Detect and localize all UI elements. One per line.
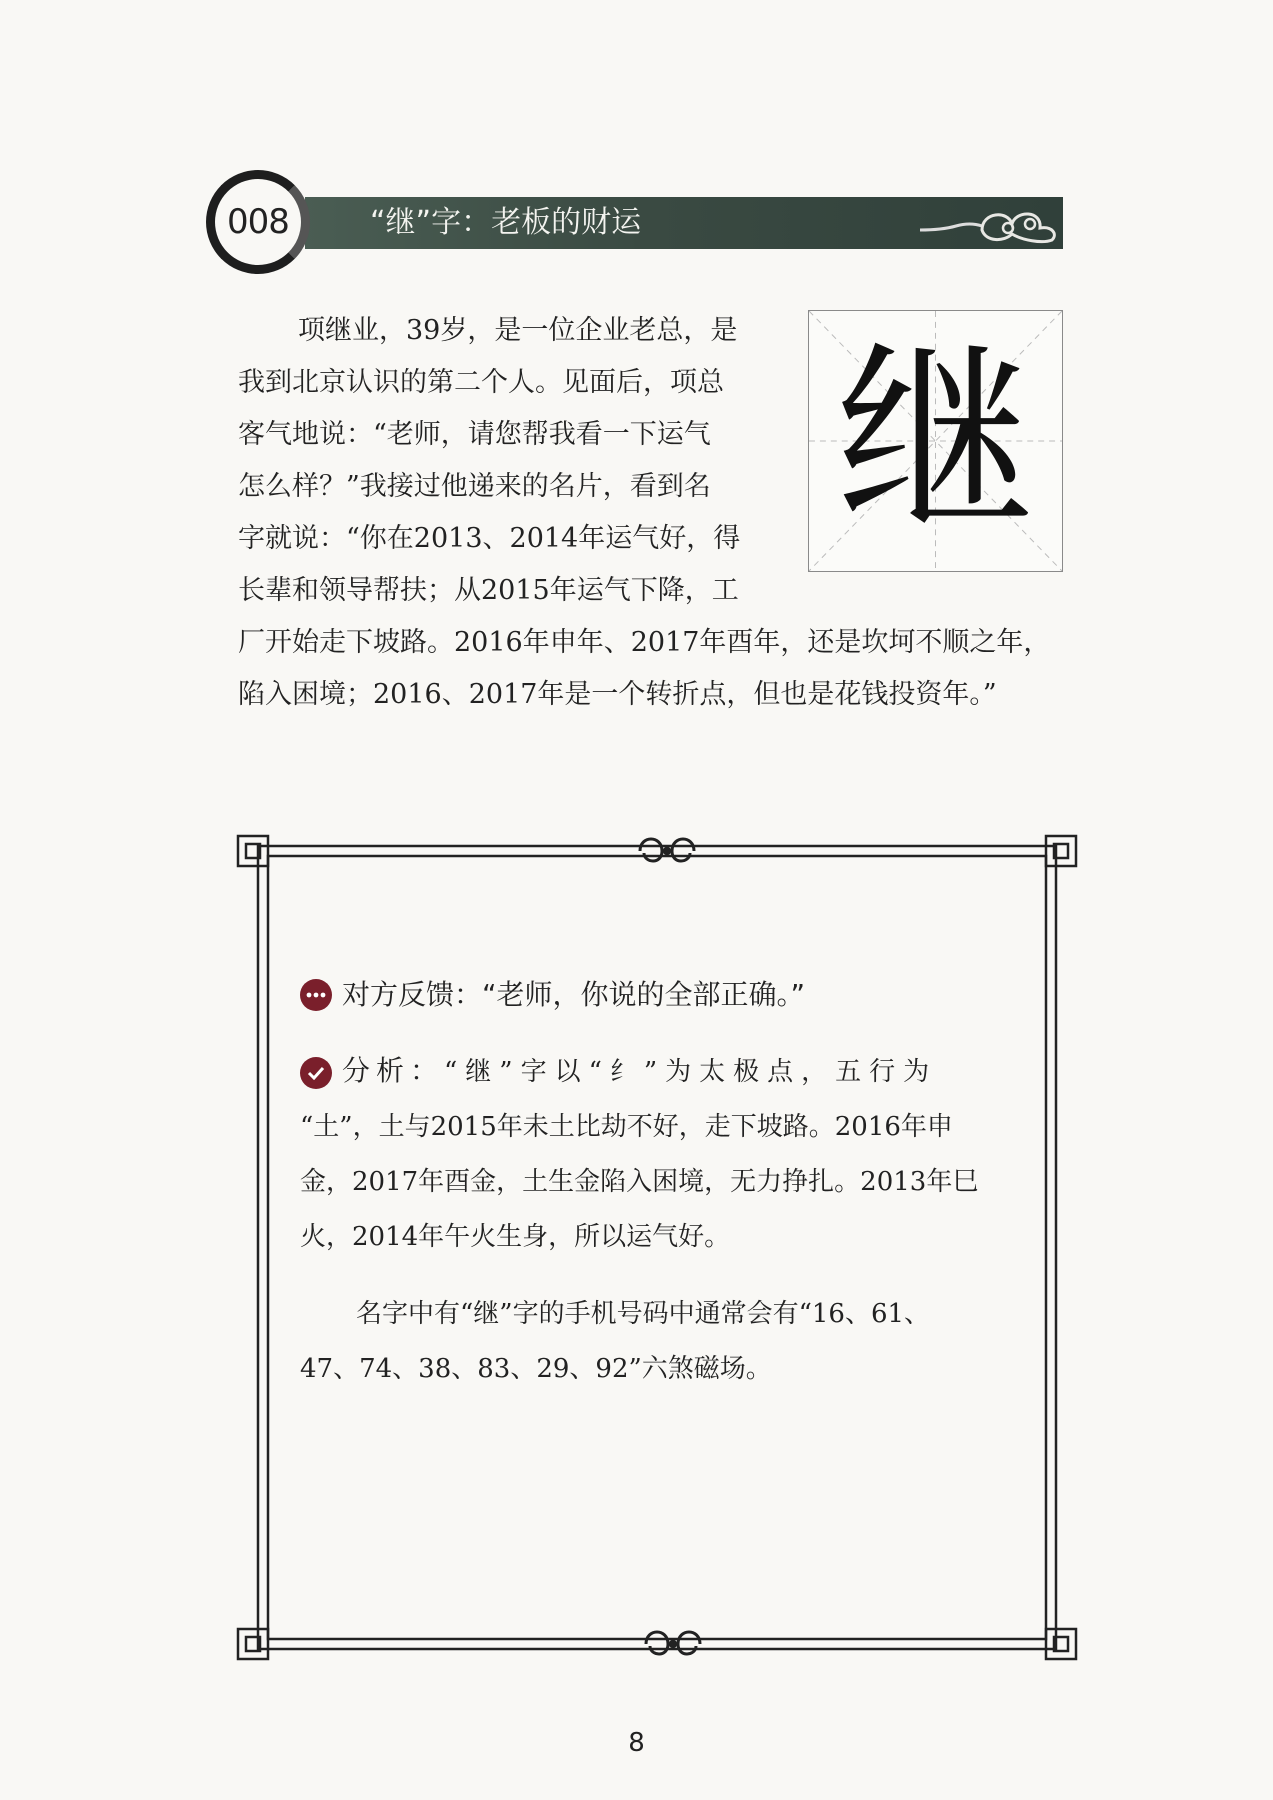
analysis-line: 金，2017年酉金，土生金陷入困境，无力挣扎。2013年巳 bbox=[300, 1167, 979, 1197]
intro-line: 字就说：“你在2013、2014年运气好，得 bbox=[238, 523, 741, 554]
analysis-label: 分析： bbox=[342, 1054, 445, 1087]
analysis-section bbox=[300, 1043, 1020, 1265]
intro-line: 客气地说：“老师，请您帮我看一下运气 bbox=[238, 419, 711, 450]
feedback-label: 对方反馈： bbox=[342, 978, 483, 1011]
frame-content bbox=[300, 975, 1020, 1397]
note-section bbox=[300, 1287, 1020, 1397]
analysis-line: “土”，土与2015年未土比劫不好，走下坡路。2016年申 bbox=[300, 1112, 953, 1142]
feedback-text: “老师，你说的全部正确。” bbox=[482, 978, 806, 1011]
analysis-line: 火，2014年午火生身，所以运气好。 bbox=[300, 1222, 731, 1252]
intro-line: 陷入困境；2016、2017年是一个转折点，但也是花钱投资年。” bbox=[238, 679, 997, 710]
chapter-title: “继”字：老板的财运 bbox=[370, 205, 642, 240]
intro-line: 长辈和领导帮扶；从2015年运气下降，工 bbox=[238, 575, 739, 606]
analysis-line: “继”字以“纟”为太极点，五行为 bbox=[444, 1057, 938, 1087]
note-line: 47、74、38、83、29、92”六煞磁场。 bbox=[300, 1354, 772, 1384]
intro-line: 厂开始走下坡路。2016年申年、2017年酉年，还是坎坷不顺之年， bbox=[238, 627, 1051, 658]
chapter-number: 008 bbox=[227, 202, 289, 242]
feedback-row bbox=[300, 975, 1020, 1015]
chat-dots-icon bbox=[300, 979, 332, 1011]
calligraphy-character: 继 bbox=[835, 324, 1036, 557]
analysis-first-line bbox=[300, 1043, 1020, 1100]
intro-line: 我到北京认识的第二个人。见面后，项总 bbox=[238, 367, 724, 398]
intro-line: 项继业，39岁，是一位企业老总，是 bbox=[298, 315, 738, 346]
page-number: 8 bbox=[628, 1728, 645, 1758]
intro-line: 怎么样？”我接过他递来的名片，看到名 bbox=[238, 471, 711, 502]
check-circle-icon bbox=[300, 1057, 332, 1089]
note-line: 名字中有“继”字的手机号码中通常会有“16、61、 bbox=[356, 1299, 931, 1329]
